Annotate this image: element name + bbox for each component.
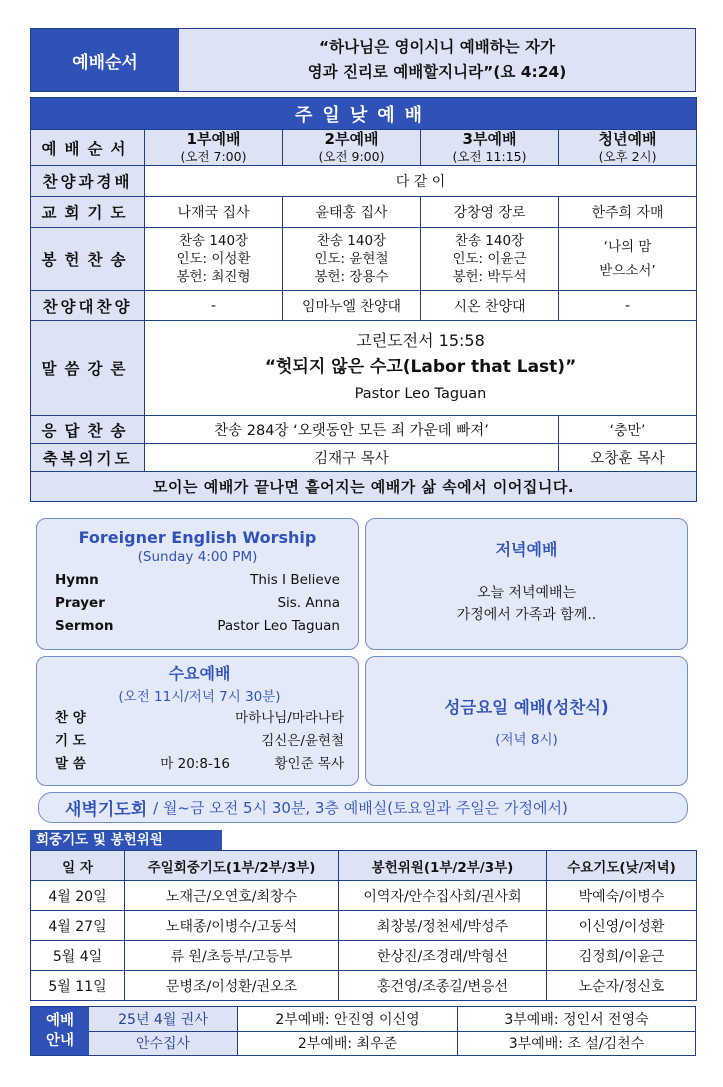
prayer-4: 한주희 자매: [559, 197, 697, 228]
verse-line-1: “하나님은 영이시니 예배하는 자가: [319, 38, 555, 56]
offering-3-offerer: 봉헌: 박두석: [452, 269, 527, 285]
guide-row1-second: 2부예배: 안진영 이신영: [237, 1007, 457, 1031]
duty-head-offering: 봉헌위원(1부/2부/3부): [339, 851, 547, 881]
praise-label: 찬양과경배: [31, 166, 145, 197]
col-4-name: 청년예배: [598, 129, 657, 148]
guide-row-deacon: [89, 1031, 695, 1056]
offering-1-hymn: 찬송 140장: [178, 233, 249, 249]
sermon-label: 말씀강론: [31, 321, 145, 416]
dawn-prayer-bar: [38, 792, 688, 823]
wednesday-title: 수요예배: [168, 664, 231, 683]
guide-label-1: 예배: [45, 1013, 74, 1029]
guide-row2-third: 3부예배: 조 설/김천수: [457, 1032, 695, 1056]
offering-1: [145, 228, 283, 291]
service-table: [30, 97, 697, 502]
duty-head-date: 일 자: [31, 851, 125, 881]
friday-time: (저녁 8시): [495, 732, 558, 748]
col-1-time: (오전 7:00): [180, 148, 247, 164]
duty-date: 4월 27일: [31, 911, 125, 941]
sermon-cell: [145, 321, 697, 416]
offering-label: 봉헌찬송: [31, 228, 145, 291]
guide-row2-label: 안수집사: [89, 1032, 237, 1056]
english-time: (Sunday 4:00 PM): [137, 549, 258, 565]
duty-wed: 이신영/이성환: [547, 911, 697, 941]
order-label: 예배순서: [31, 130, 145, 166]
table-row: [31, 881, 697, 911]
wed-row-prayer: [55, 730, 344, 753]
evening-worship-card: [365, 518, 688, 650]
offering-3-hymn: 찬송 140장: [454, 233, 525, 249]
offering-4-line2: 받으소서’: [599, 263, 656, 279]
offering-2-offerer: 봉헌: 장용수: [314, 269, 389, 285]
benediction-youth: 오창훈 목사: [559, 444, 697, 472]
table-row: [31, 941, 697, 971]
table-row: [31, 911, 697, 941]
header-label: 예배순서: [31, 29, 179, 91]
evening-title: 저녁예배: [495, 540, 558, 559]
service-note: 모이는 예배가 끝나면 흩어지는 예배가 삶 속에서 이어집니다.: [31, 472, 697, 502]
sermon-title: “헛되지 않은 수고(Labor that Last)”: [264, 357, 577, 377]
header-verse: [179, 29, 695, 91]
choir-3: 시온 찬양대: [421, 291, 559, 321]
choir-2: 임마누엘 찬양대: [283, 291, 421, 321]
offering-2-hymn: 찬송 140장: [316, 233, 387, 249]
guide-row2-second: 2부예배: 최우준: [237, 1032, 457, 1056]
duty-table: [30, 850, 697, 1001]
col-3-time: (오전 11:15): [452, 148, 527, 164]
wed-row-word: [55, 753, 344, 776]
english-row-prayer: [55, 592, 340, 615]
response-label: 응답찬송: [31, 416, 145, 444]
col-2-time: (오전 9:00): [318, 148, 385, 164]
guide-row1-label: 25년 4월 권사: [89, 1007, 237, 1031]
choir-4: -: [559, 291, 697, 321]
friday-title: 성금요일 예배(성찬식): [444, 698, 609, 717]
english-row-hymn: [55, 569, 340, 592]
duty-offering: 이역자/안수집사회/권사회: [339, 881, 547, 911]
duty-wed: 박예숙/이병수: [547, 881, 697, 911]
duty-offering: 한상진/조경래/박형선: [339, 941, 547, 971]
response-youth: ‘충만’: [559, 416, 697, 444]
sermon-value: Pastor Leo Taguan: [217, 618, 340, 634]
prayer-value: Sis. Anna: [277, 595, 340, 611]
prayer-3: 강창영 장로: [421, 197, 559, 228]
english-row-sermon: [55, 615, 340, 638]
duty-prayer: 노재근/오연호/최창수: [125, 881, 339, 911]
col-1: [145, 130, 283, 166]
prayer-key: Prayer: [55, 595, 105, 611]
duty-offering: 홍건영/조종길/변응선: [339, 971, 547, 1001]
choir-label: 찬양대찬양: [31, 291, 145, 321]
prayer-1: 나재국 집사: [145, 197, 283, 228]
duty-header-row: [31, 851, 697, 881]
duty-date: 5월 11일: [31, 971, 125, 1001]
sermon-reference: 고린도전서 15:58: [356, 331, 485, 350]
hymn-value: This I Believe: [250, 572, 340, 588]
guide-row1-third: 3부예배: 정인서 전영숙: [457, 1007, 695, 1031]
sermon-key: Sermon: [55, 618, 114, 634]
offering-2: [283, 228, 421, 291]
duty-wed: 노순자/정신호: [547, 971, 697, 1001]
offering-3: [421, 228, 559, 291]
wed-row-praise: [55, 707, 344, 730]
guide-label-2: 안내: [45, 1033, 74, 1049]
benediction-main: 김재구 목사: [145, 444, 559, 472]
header-box: [30, 28, 696, 92]
duty-prayer: 문병조/이성환/권오조: [125, 971, 339, 1001]
wed-praise-key: 찬 양: [55, 710, 86, 726]
offering-4-line1: ‘나의 맘: [603, 239, 652, 255]
col-2: [283, 130, 421, 166]
good-friday-card: [365, 656, 688, 786]
duty-prayer: 류 원/초등부/고등부: [125, 941, 339, 971]
wed-prayer-value: 김신은/윤현철: [261, 733, 344, 749]
benediction-label: 축복의기도: [31, 444, 145, 472]
col-4: [559, 130, 697, 166]
offering-1-leader: 인도: 이성환: [176, 251, 251, 267]
col-3: [421, 130, 559, 166]
guide-rows: [89, 1007, 695, 1055]
duty-date: 5월 4일: [31, 941, 125, 971]
prayer-label: 교회기도: [31, 197, 145, 228]
duty-date: 4월 20일: [31, 881, 125, 911]
evening-line-1: 오늘 저녁예배는: [476, 585, 577, 601]
offering-1-offerer: 봉헌: 최진형: [176, 269, 251, 285]
offering-2-leader: 인도: 윤현철: [314, 251, 389, 267]
sermon-preacher: Pastor Leo Taguan: [354, 386, 487, 402]
dawn-title: 새벽기도회: [65, 800, 148, 820]
wednesday-worship-card: [36, 656, 359, 786]
dawn-detail: / 월~금 오전 5시 30분, 3층 예배실(토요일과 주일은 가정에서): [153, 799, 568, 817]
worship-guide: [30, 1006, 696, 1056]
guide-row-deaconess: [89, 1007, 695, 1031]
verse-line-2: 영과 진리로 예배할지니라”(요 4:24): [307, 63, 567, 81]
praise-value: 다 같 이: [145, 166, 697, 197]
offering-3-leader: 인도: 이윤근: [452, 251, 527, 267]
wed-word-value: 황인준 목사: [274, 756, 344, 772]
col-2-name: 2부예배: [324, 129, 379, 148]
duty-wed: 김정희/이윤근: [547, 941, 697, 971]
offering-4: [559, 228, 697, 291]
wed-praise-value: 마하나님/마라나타: [235, 710, 344, 726]
table-row: [31, 971, 697, 1001]
duty-title: 회중기도 및 봉헌위원: [30, 830, 222, 850]
response-main: 찬송 284장 ‘오랫동안 모든 죄 가운데 빠져’: [145, 416, 559, 444]
prayer-2: 윤태홍 집사: [283, 197, 421, 228]
english-worship-card: [36, 518, 359, 650]
duty-head-prayer: 주일회중기도(1부/2부/3부): [125, 851, 339, 881]
guide-label: [31, 1007, 89, 1055]
duty-prayer: 노태종/이병수/고동석: [125, 911, 339, 941]
wed-prayer-key: 기 도: [55, 733, 86, 749]
col-3-name: 3부예배: [462, 129, 517, 148]
wed-word-key: 말 씀: [55, 756, 86, 772]
col-4-time: (오후 2시): [598, 148, 657, 164]
col-1-name: 1부예배: [186, 129, 241, 148]
hymn-key: Hymn: [55, 572, 99, 588]
evening-line-2: 가정에서 가족과 함께..: [456, 607, 597, 623]
choir-1: -: [145, 291, 283, 321]
english-title: Foreigner English Worship: [78, 528, 317, 547]
duty-head-wed: 수요기도(낮/저녁): [547, 851, 697, 881]
wed-word-ref: 마 20:8-16: [160, 756, 230, 772]
service-banner: 주일낮예배: [31, 98, 697, 130]
duty-offering: 최창봉/정천세/박성주: [339, 911, 547, 941]
wednesday-time: (오전 11시/저녁 7시 30분): [118, 689, 281, 705]
